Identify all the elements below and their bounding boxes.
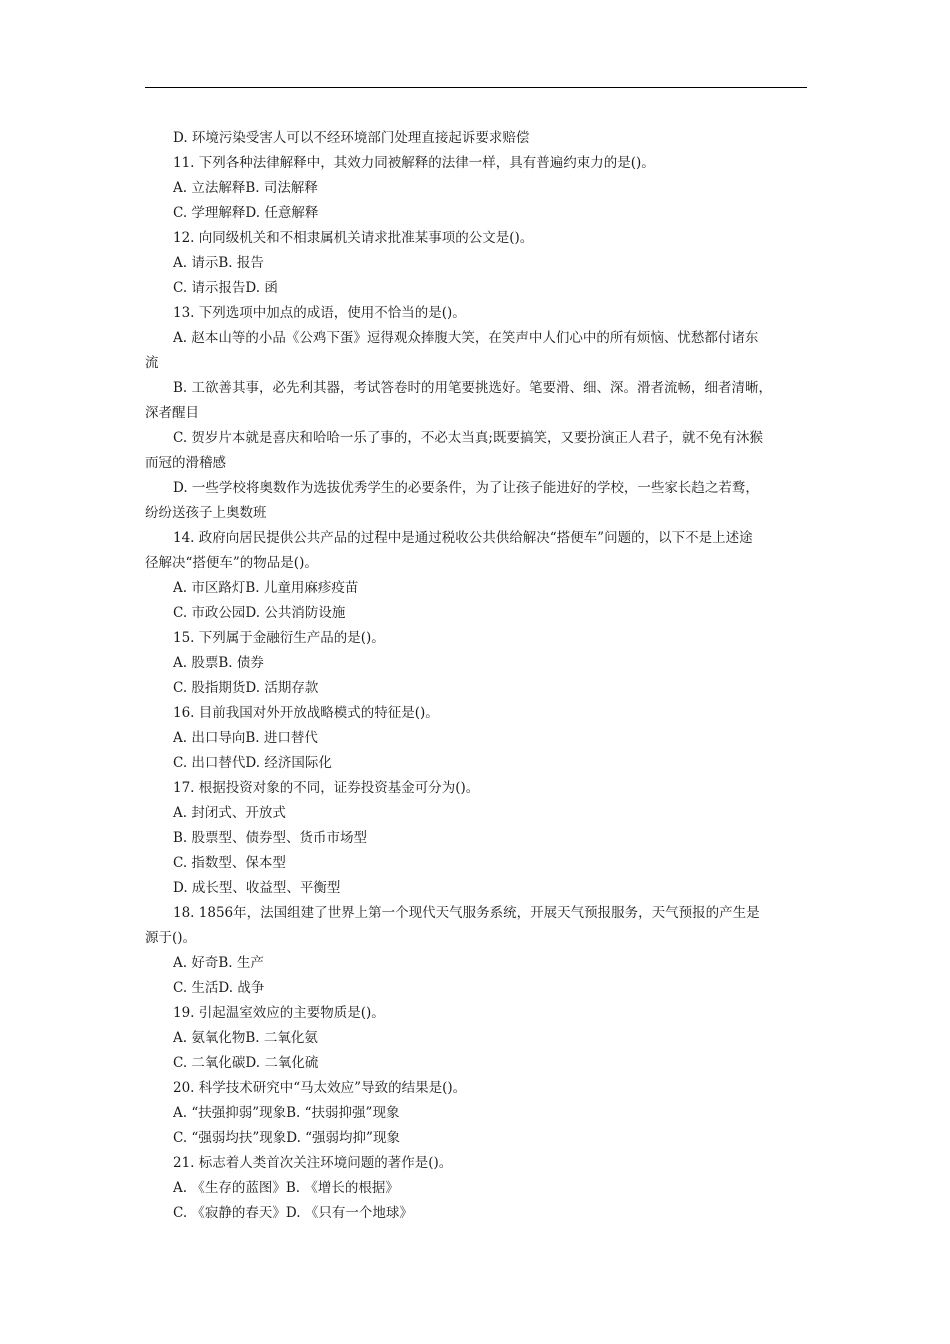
text-line: C. 请示报告D. 函 <box>173 280 278 296</box>
text-line: C. “强弱均扶”现象D. “强弱均抑”现象 <box>173 1130 400 1146</box>
text-line: 15. 下列属于金融衍生产品的是()。 <box>173 630 385 646</box>
text-line: A. 出口导向B. 进口替代 <box>173 730 318 746</box>
text-line: 16. 目前我国对外开放战略模式的特征是()。 <box>173 705 439 721</box>
text-line: A. 好奇B. 生产 <box>173 955 264 971</box>
text-line: C. 生活D. 战争 <box>173 980 265 996</box>
text-line: A. 氨氧化物B. 二氧化氨 <box>173 1030 318 1046</box>
text-line: 20. 科学技术研究中“马太效应”导致的结果是()。 <box>173 1080 467 1096</box>
text-line-continuation: 源于()。 <box>145 930 197 946</box>
text-line-continuation: 深者醒目 <box>145 405 199 421</box>
text-line: D. 一些学校将奥数作为选拔优秀学生的必要条件，为了让孩子能进好的学校，一些家长趋之若鹜， <box>173 480 759 496</box>
text-line-continuation: 纷纷送孩子上奥数班 <box>145 505 267 521</box>
text-line: A. 股票B. 债券 <box>173 655 264 671</box>
text-line: 13. 下列选项中加点的成语，使用不恰当的是()。 <box>173 305 466 321</box>
text-line: 19. 引起温室效应的主要物质是()。 <box>173 1005 385 1021</box>
document-body <box>145 126 807 1226</box>
text-line: C. 《寂静的春天》D. 《只有一个地球》 <box>173 1205 413 1221</box>
text-line: 17. 根据投资对象的不同，证券投资基金可分为()。 <box>173 780 480 796</box>
text-line: A. 封闭式、开放式 <box>173 805 286 821</box>
text-line: 18. 1856年，法国组建了世界上第一个现代天气服务系统，开展天气预报服务，天气预报的产生是 <box>173 905 760 921</box>
text-line: A. 《生存的蓝图》B. 《增长的根据》 <box>173 1180 399 1196</box>
text-line: C. 市政公园D. 公共消防设施 <box>173 605 346 621</box>
text-line: B. 工欲善其事，必先利其器，考试答卷时的用笔要挑选好。笔要滑、细、深。滑者流畅，细者清晰， <box>173 380 773 396</box>
text-line: 11. 下列各种法律解释中，其效力同被解释的法律一样，具有普遍约束力的是()。 <box>173 155 655 171</box>
text-line: A. 赵本山等的小品《公鸡下蛋》逗得观众捧腹大笑，在笑声中人们心中的所有烦恼、忧愁都付诸东 <box>173 330 759 346</box>
text-line-continuation: 而冠的滑稽感 <box>145 455 226 471</box>
text-line: C. 二氧化碳D. 二氧化硫 <box>173 1055 319 1071</box>
text-line: D. 成长型、收益型、平衡型 <box>173 880 341 896</box>
text-line: B. 股票型、债券型、货币市场型 <box>173 830 368 846</box>
text-line: C. 出口替代D. 经济国际化 <box>173 755 332 771</box>
text-line-continuation: 流 <box>145 355 159 371</box>
text-line: C. 学理解释D. 任意解释 <box>173 205 319 221</box>
text-line: A. 立法解释B. 司法解释 <box>173 180 318 196</box>
text-line: C. 指数型、保本型 <box>173 855 286 871</box>
header-rule <box>145 87 807 88</box>
text-line: C. 贺岁片本就是喜庆和哈哈一乐了事的，不必太当真;既要搞笑，又要扮演正人君子，就不免有沐猴 <box>173 430 763 446</box>
text-line: A. 市区路灯B. 儿童用麻疹疫苗 <box>173 580 359 596</box>
text-line: 14. 政府向居民提供公共产品的过程中是通过税收公共供给解决“搭便车”问题的，以下不是上述途 <box>173 530 753 546</box>
text-line: C. 股指期货D. 活期存款 <box>173 680 319 696</box>
text-line: 21. 标志着人类首次关注环境问题的著作是()。 <box>173 1155 453 1171</box>
text-line: A. “扶强抑弱”现象B. “扶弱抑强”现象 <box>173 1105 400 1121</box>
text-line: 12. 向同级机关和不相隶属机关请求批准某事项的公文是()。 <box>173 230 534 246</box>
text-line: A. 请示B. 报告 <box>173 255 264 271</box>
text-line-continuation: 径解决“搭便车”的物品是()。 <box>145 555 318 571</box>
text-line: D. 环境污染受害人可以不经环境部门处理直接起诉要求赔偿 <box>173 130 530 146</box>
